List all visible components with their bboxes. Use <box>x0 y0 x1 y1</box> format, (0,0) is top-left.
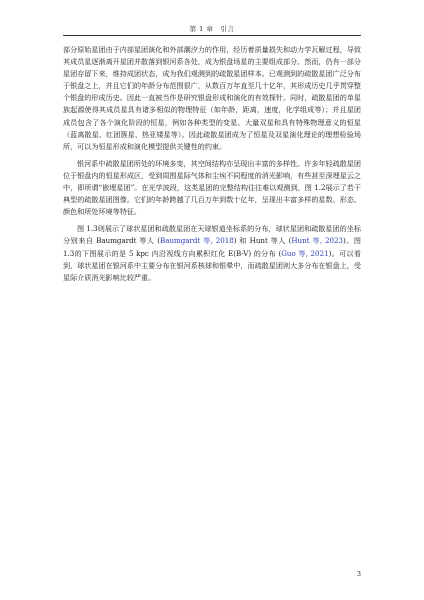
body-text <box>63 44 361 289</box>
running-header: 第 1 章 引言 <box>189 25 235 33</box>
paragraph-text: )。可以看到，球状星团在银河系中主要分布在银河系核球和银晕中，而疏散星团则大多分布在银盘上，受星际介质消光影响比较严重。 <box>63 248 361 282</box>
paragraph-text: )。图 1.3的下图展示的是 5 kpc 内沿视线方向累积红化 E(B-V) 的分布 ( <box>63 236 361 258</box>
paragraph-text: 图 1.3则展示了球状星团和疏散星团在天球银道坐标系的分布，球状星团和疏散星团的坐标分别来自 Baumgardt 等人 ( <box>63 224 361 246</box>
paragraph <box>63 223 361 283</box>
citation-link[interactable]: Baumgardt 等, 2018 <box>160 236 234 246</box>
citation-link[interactable]: Guo 等, 2021 <box>281 248 329 258</box>
header-rule <box>63 35 361 36</box>
citation-link[interactable]: Hunt 等, 2023 <box>291 236 344 246</box>
paragraph <box>63 44 361 153</box>
paragraph-text: 部分原始星团由于内部星团演化和外部潮汐力的作用，经历着质量损失和动力学瓦解过程，导致其成员星逐渐离开星团并散落到银河系各处，成为银盘场星的主要组成部分。然而，仍有一部分星团存留下来，维持成团状态，成为我们观测到的疏散星团样本。已观测到的疏散星团广泛分布于银盘之上，并且它们的年龄分布范围很广，从数百万年直至几十亿年，其形成历史几乎贯穿整个银盘的形成历史。因此一直被当作是研究银盘形成和演化的有效探针。同时，疏散星团的单星族起源使得其成员星具有诸多相似的物理特征（如年龄，距离，速度，化学组成等）；并且星团成员包含了各个演化阶段的恒星，例如各种类型的变星、大量双星和具有特殊物理意义的恒星（蓝离散星、红团簇星、热亚矮星等）。因此疏散星团成为了恒星及双星演化理论的理想检验场所，可以为恒星形成和演化模型提供关键性的约束。 <box>63 45 361 151</box>
paragraph <box>63 158 361 218</box>
page-number: 3 <box>356 570 361 578</box>
paragraph-text: 银河系中疏散星团所处的环境多变，其空间结构亦呈现出丰富的多样性。许多年轻疏散星团位于银盘内的恒星形成区，受到周围星际气体和尘埃不同程度的消光影响，有些甚至深埋星云之中，即所谓“嵌埋星团”。在光学波段，这类星团的完整结构往往难以观测到，图 1.2展示了若干典型的疏散星团图像。它们的年龄跨越了几百万年到数十亿年，呈现出丰富多样的星数、形态、颜色和所处环境等特征。 <box>63 158 361 217</box>
paragraph-text: ) 和 Hunt 等人 ( <box>233 236 292 246</box>
